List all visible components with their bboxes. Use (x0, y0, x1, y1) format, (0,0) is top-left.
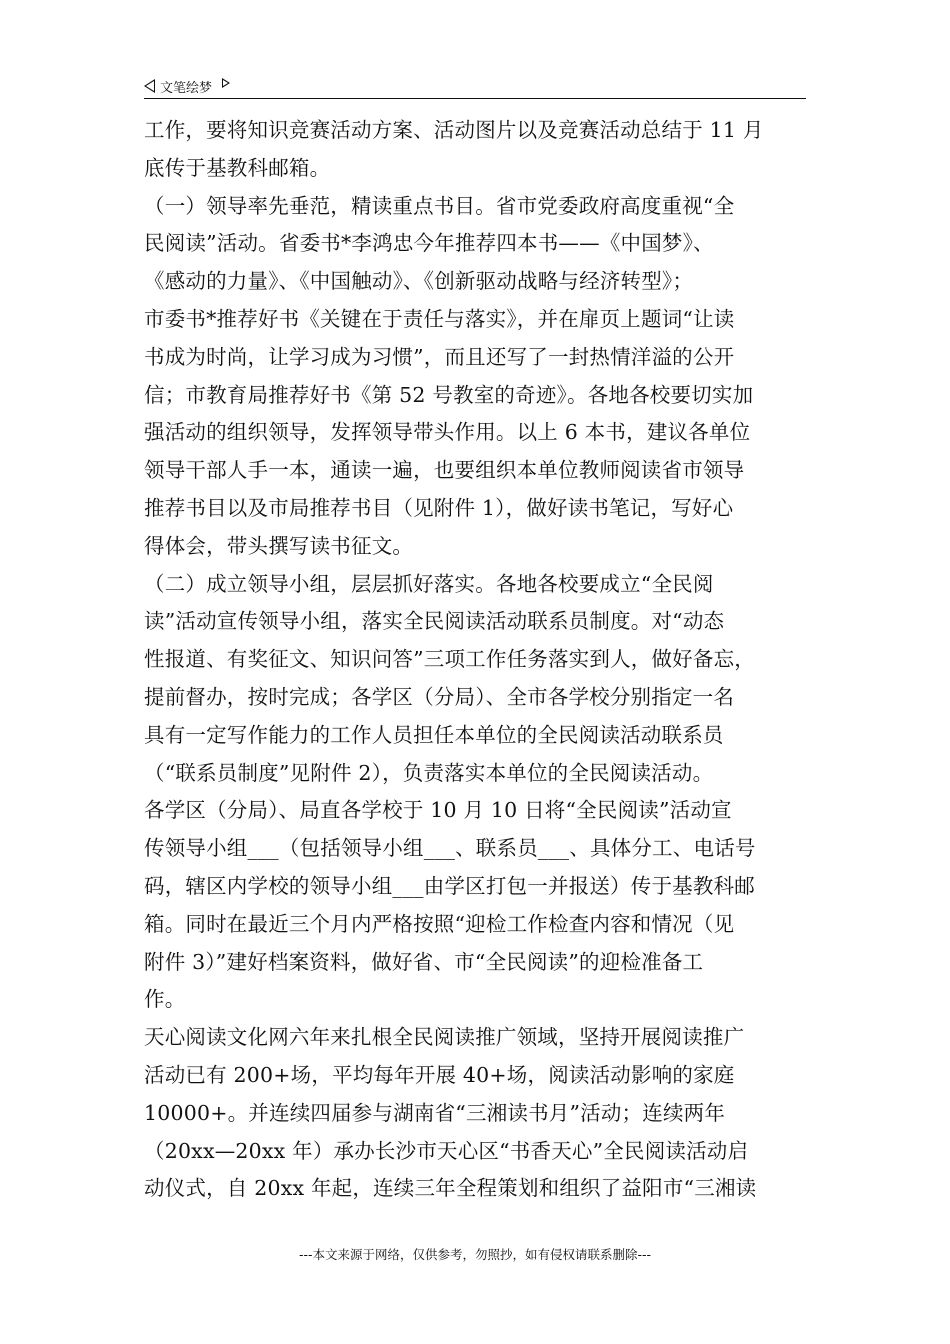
text-line: 作。 (144, 987, 186, 1012)
text-line: 工作，要将知识竞赛活动方案、活动图片以及竞赛活动总结于 11 月 (144, 118, 764, 142)
document-body (144, 112, 806, 1208)
text-line: 得体会，带头撰写读书征文。 (144, 533, 414, 558)
text-line: 市委书*推荐好书《关键在于责任与落实》，并在扉页上题词“让读 (144, 306, 735, 331)
text-line: （20xx—20xx 年）承办长沙市天心区“书香天心”全民阅读活动启 (144, 1138, 749, 1163)
text-line: 强活动的组织领导，发挥领导带头作用。以上 6 本书，建议各单位 (144, 420, 751, 445)
text-line: 码，辖区内学校的领导小组___由学区打包一并报送）传于基教科邮 (144, 873, 755, 898)
text-line: 书成为时尚，让学习成为习惯”，而且还写了一封热情洋溢的公开 (144, 344, 735, 369)
text-line: 读”活动宣传领导小组，落实全民阅读活动联系员制度。对“动态 (144, 609, 725, 634)
text-line: 具有一定写作能力的工作人员担任本单位的全民阅读活动联系员 (144, 722, 724, 747)
text-line: 10000+。并连续四届参与湖南省“三湘读书月”活动；连续两年 (144, 1100, 726, 1125)
text-line: （“联系员制度”见附件 2），负责落实本单位的全民阅读活动。 (144, 760, 714, 785)
header-divider (144, 98, 806, 99)
text-line: 领导干部人手一本，通读一遍，也要组织本单位教师阅读省市领导 (144, 458, 745, 483)
text-line: （二）成立领导小组，层层抓好落实。各地各校要成立“全民阅 (144, 571, 714, 596)
page-header (144, 74, 806, 98)
text-line: 活动已有 200+场，平均每年开展 40+场，阅读活动影响的家庭 (144, 1062, 735, 1087)
text-line: 性报道、有奖征文、知识问答”三项工作任务落实到人，做好备忘， (144, 647, 755, 672)
page-footer: ---本文来源于网络，仅供参考，勿照抄，如有侵权请联系删除--- (298, 1247, 652, 1262)
text-line: 各学区（分局）、局直各学校于 10 月 10 日将“全民阅读”活动宣 (144, 798, 732, 823)
text-line: 信；市教育局推荐好书《第 52 号教室的奇迹》。各地各校要切实加 (144, 382, 754, 407)
text-line: 箱。同时在最近三个月内严格按照“迎检工作检查内容和情况（见 (144, 911, 735, 936)
triangle-left-icon (144, 79, 155, 93)
text-line: 动仪式，自 20xx 年起，连续三年全程策划和组织了益阳市“三湘读 (144, 1176, 757, 1201)
text-line: 推荐书目以及市局推荐书目（见附件 1），做好读书笔记，写好心 (144, 495, 734, 520)
text-line: 提前督办，按时完成；各学区（分局）、全市各学校分别指定一名 (144, 684, 735, 709)
header-title: 文笔绘梦 (160, 80, 213, 96)
text-line: （一）领导率先垂范，精读重点书目。省市党委政府高度重视“全 (144, 193, 735, 218)
text-line: 民阅读”活动。省委书*李鸿忠今年推荐四本书——《中国梦》、 (144, 231, 714, 256)
text-line: 《感动的力量》、《中国触动》、《创新驱动战略与经济转型》； (144, 269, 694, 294)
text-line: 传领导小组___（包括领导小组___、联系员___、具体分工、电话号 (144, 836, 756, 861)
text-line: 附件 3）”建好档案资料，做好省、市“全民阅读”的迎检准备工 (144, 949, 704, 974)
text-line: 天心阅读文化网六年来扎根全民阅读推广领域，坚持开展阅读推广 (144, 1025, 745, 1050)
text-line: 底传于基教科邮箱。 (144, 155, 331, 180)
triangle-right-icon (222, 78, 230, 88)
